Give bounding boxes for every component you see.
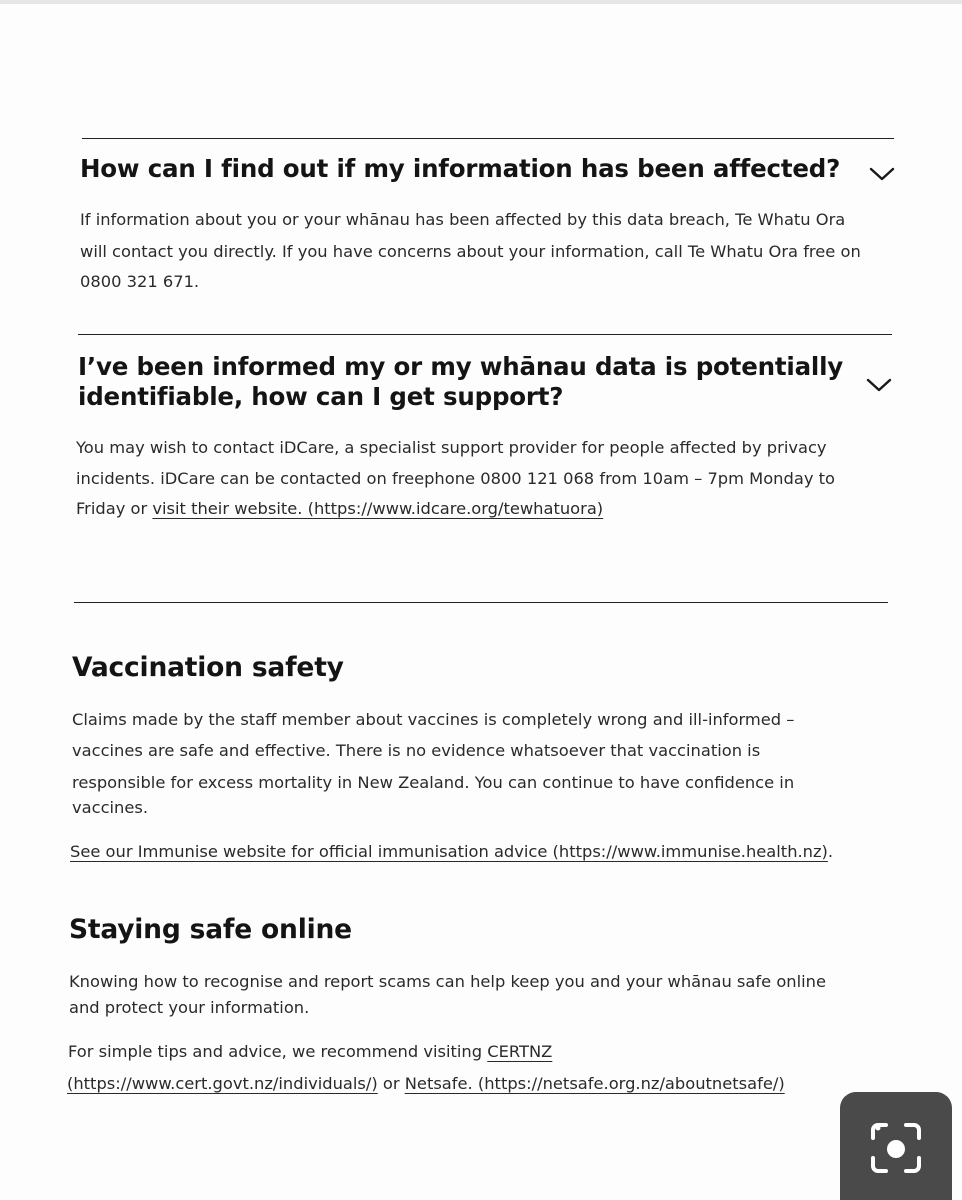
faq-question-line: I’ve been informed my or my whānau data is potentially bbox=[78, 352, 844, 381]
answer-text: Friday or bbox=[76, 499, 153, 518]
paragraph-line: Claims made by the staff member about vaccines is completely wrong and ill-informed – bbox=[72, 710, 795, 729]
paragraph-line: responsible for excess mortality in New Zealand. You can continue to have confidence in bbox=[72, 773, 795, 792]
paragraph-line: vaccines are safe and effective. There is no evidence whatsoever that vaccination is bbox=[72, 741, 761, 760]
faq-answer-line: You may wish to contact iDCare, a specialist support provider for people affected by privacy bbox=[76, 438, 827, 457]
paragraph-line: and protect your information. bbox=[69, 998, 310, 1017]
faq-question-line: identifiable, how can I get support? bbox=[78, 382, 564, 411]
period: . bbox=[827, 842, 834, 861]
section-title-vaccination-safety: Vaccination safety bbox=[72, 652, 344, 683]
certnz-link[interactable]: CERTNZ bbox=[487, 1042, 553, 1061]
section-title-staying-safe-online: Staying safe online bbox=[69, 914, 352, 945]
faq-answer-line: If information about you or your whānau has been affected by this data breach, Te Whatu Ora bbox=[80, 210, 846, 229]
paragraph-line: vaccines. bbox=[72, 798, 149, 817]
faq-answer-line bbox=[76, 493, 603, 524]
idcare-website-link[interactable]: visit their website. (https://www.idcare.org/tewhatuora) bbox=[152, 499, 604, 518]
paragraph-line bbox=[67, 1068, 785, 1099]
faq-answer-line: will contact you directly. If you have concerns about your information, call Te Whatu Ora free on bbox=[80, 242, 861, 261]
paragraph-text: or bbox=[377, 1074, 405, 1093]
paragraph-text: For simple tips and advice, we recommend visiting bbox=[68, 1042, 488, 1061]
divider bbox=[74, 602, 888, 603]
chevron-down-icon[interactable] bbox=[869, 166, 895, 182]
lens-scan-button[interactable] bbox=[840, 1092, 952, 1200]
paragraph-line: Knowing how to recognise and report scams can help keep you and your whānau safe online bbox=[69, 972, 826, 991]
faq-answer-line: incidents. iDCare can be contacted on freephone 0800 121 068 from 10am – 7pm Monday to bbox=[76, 469, 835, 488]
certnz-url-link[interactable]: (https://www.cert.govt.nz/individuals/) bbox=[67, 1074, 378, 1093]
faq-question-info-affected[interactable]: How can I find out if my information has been affected? bbox=[80, 154, 841, 183]
divider bbox=[82, 138, 894, 139]
paragraph-line bbox=[70, 836, 833, 867]
divider bbox=[78, 334, 892, 335]
netsafe-link[interactable]: Netsafe. (https://netsafe.org.nz/aboutnetsafe/) bbox=[404, 1074, 785, 1093]
faq-question-get-support[interactable] bbox=[78, 352, 868, 412]
camera-scan-icon bbox=[870, 1122, 922, 1174]
paragraph-line bbox=[68, 1036, 552, 1067]
faq-answer-line: 0800 321 671. bbox=[80, 272, 200, 291]
immunise-website-link[interactable]: See our Immunise website for official immunisation advice (https://www.immunise.health.nz) bbox=[70, 842, 828, 861]
chevron-down-icon[interactable] bbox=[866, 377, 892, 393]
